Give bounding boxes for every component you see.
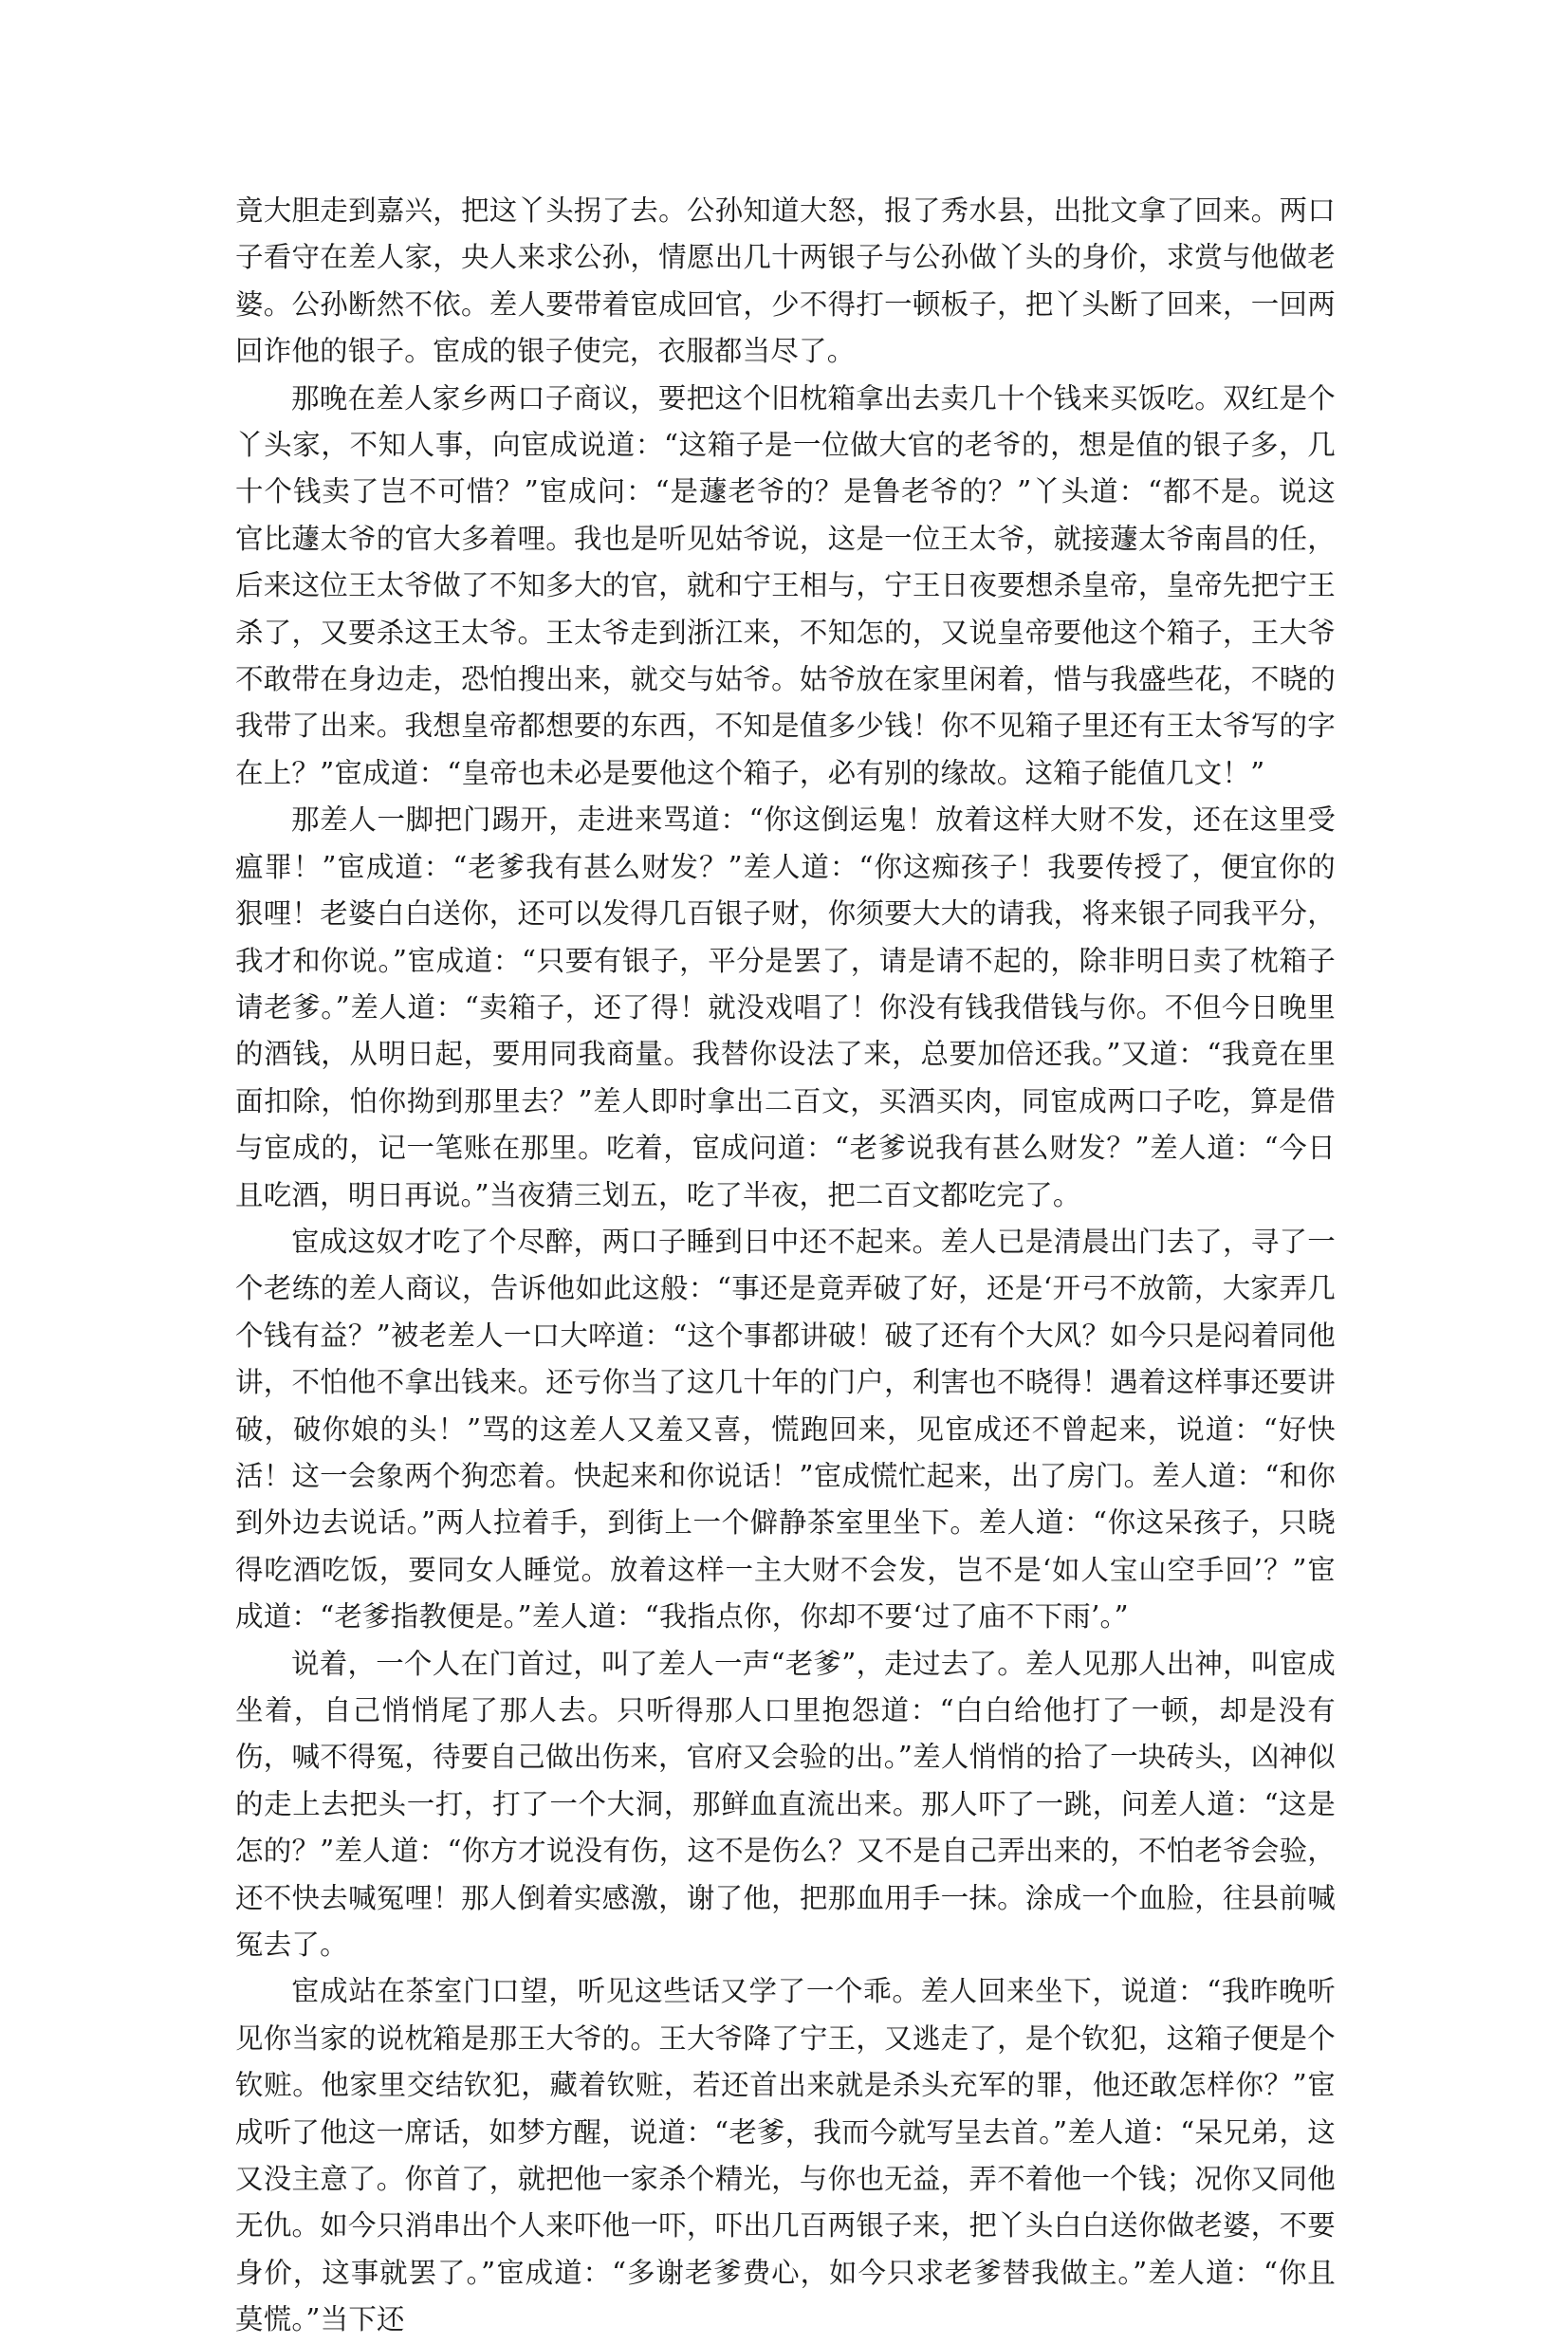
paragraph-2: 那晚在差人家乡两口子商议，要把这个旧枕箱拿出去卖几十个钱来买饭吃。双红是个丫头家，不知人事，向宦成说道：“这箱子是一位做大官的老爷的，想是值的银子多，几十个钱卖了岂不可惜？”宦成问：“是蘧老爷的？是鲁老爷的？”丫头道：“都不是。说这官比蘧太爷的官大多着哩。我也是听见姑爷说，这是一位王太爷，就接蘧太爷南昌的任，后来这位王太爷做了不知多大的官，就和宁王相与，宁王日夜要想杀皇帝，皇帝先把宁王杀了，又要杀这王太爷。王太爷走到浙江来，不知怎的，又说皇帝要他这个箱子，王大爷不敢带在身边走，恐怕搜出来，就交与姑爷。姑爷放在家里闲着，惜与我盛些花，不晓的我带了出来。我想皇帝都想要的东西，不知是值多少钱！你不见箱子里还有王太爷写的字在上？”宦成道：“皇帝也未必是要他这个箱子，必有别的缘故。这箱子能值几文！” xyxy=(235,381,1336,789)
paragraph-4: 宦成这奴才吃了个尽醉，两口子睡到日中还不起来。差人已是清晨出门去了，寻了一个老练的差人商议，告诉他如此这般：“事还是竟弄破了好，还是‘开弓不放箭，大家弄几个钱有益？”被老差人一口大啐道：“这个事都讲破！破了还有个大风？如今只是闷着同他讲，不怕他不拿出钱来。还亏你当了这几十年的门户，利害也不晓得！遇着这样事还要讲破，破你娘的头！”骂的这差人又羞又喜，慌跑回来，见宦成还不曾起来，说道：“好快活！这一会象两个狗恋着。快起来和你说话！”宦成慌忙起来，出了房门。差人道：“和你到外边去说话。”两人拉着手，到街上一个僻静茶室里坐下。差人道：“你这呆孩子，只晓得吃酒吃饭，要同女人睡觉。放着这样一主大财不会发，岂不是‘如人宝山空手回’？”宦成道：“老爹指教便是。”差人道：“我指点你，你却不要‘过了庙不下雨’。” xyxy=(235,1225,1336,1633)
document-body xyxy=(235,188,1336,2344)
paragraph-1-continuation: 竟大胆走到嘉兴，把这丫头拐了去。公孙知道大怒，报了秀水县，出批文拿了回来。两口子看守在差人家，央人来求公孙，情愿出几十两银子与公孙做丫头的身价，求赏与他做老婆。公孙断然不依。差人要带着宦成回官，少不得打一顿板子，把丫头断了回来，一回两回诈他的银子。宦成的银子使完，衣服都当尽了。 xyxy=(235,194,1336,368)
paragraph-5: 说着，一个人在门首过，叫了差人一声“老爹”，走过去了。差人见那人出神，叫宦成坐着，自己悄悄尾了那人去。只听得那人口里抱怨道：“白白给他打了一顿，却是没有伤，喊不得冤，待要自己做出伤来，官府又会验的出。”差人悄悄的拾了一块砖头，凶神似的走上去把头一打，打了一个大洞，那鲜血直流出来。那人吓了一跳，问差人道：“这是怎的？”差人道：“你方才说没有伤，这不是伤么？又不是自己弄出来的，不怕老爷会验，还不快去喊冤哩！那人倒着实感激，谢了他，把那血用手一抹。涂成一个血脸，往县前喊冤去了。 xyxy=(235,1647,1336,1962)
paragraph-6: 宦成站在茶室门口望，听见这些话又学了一个乖。差人回来坐下，说道：“我昨晚听见你当家的说枕箱是那王大爷的。王大爷降了宁王，又逃走了，是个钦犯，这箱子便是个钦赃。他家里交结钦犯，藏着钦赃，若还首出来就是杀头充军的罪，他还敢怎样你？”宦成听了他这一席话，如梦方醒，说道：“老爹，我而今就写呈去首。”差人道：“呆兄弟，这又没主意了。你首了，就把他一家杀个精光，与你也无益，弄不着他一个钱；况你又同他无仇。如今只消串出个人来吓他一吓，吓出几百两银子来，把丫头白白送你做老婆，不要身价，这事就罢了。”宦成道：“多谢老爹费心，如今只求老爹替我做主。”差人道：“你且莫慌。”当下还 xyxy=(235,1975,1336,2336)
paragraph-3: 那差人一脚把门踢开，走进来骂道：“你这倒运鬼！放着这样大财不发，还在这里受瘟罪！”宦成道：“老爹我有甚么财发？”差人道：“你这痴孩子！我要传授了，便宜你的狠哩！老婆白白送你，还可以发得几百银子财，你须要大大的请我，将来银子同我平分，我才和你说。”宦成道：“只要有银子，平分是罢了，请是请不起的，除非明日卖了枕箱子请老爹。”差人道：“卖箱子，还了得！就没戏唱了！你没有钱我借钱与你。不但今日晚里的酒钱，从明日起，要用同我商量。我替你设法了来，总要加倍还我。”又道：“我竟在里面扣除，怕你拗到那里去？”差人即时拿出二百文，买酒买肉，同宦成两口子吃，算是借与宦成的，记一笔账在那里。吃着，宦成问道：“老爹说我有甚么财发？”差人道：“今日且吃酒，明日再说。”当夜猜三划五，吃了半夜，把二百文都吃完了。 xyxy=(235,803,1336,1211)
